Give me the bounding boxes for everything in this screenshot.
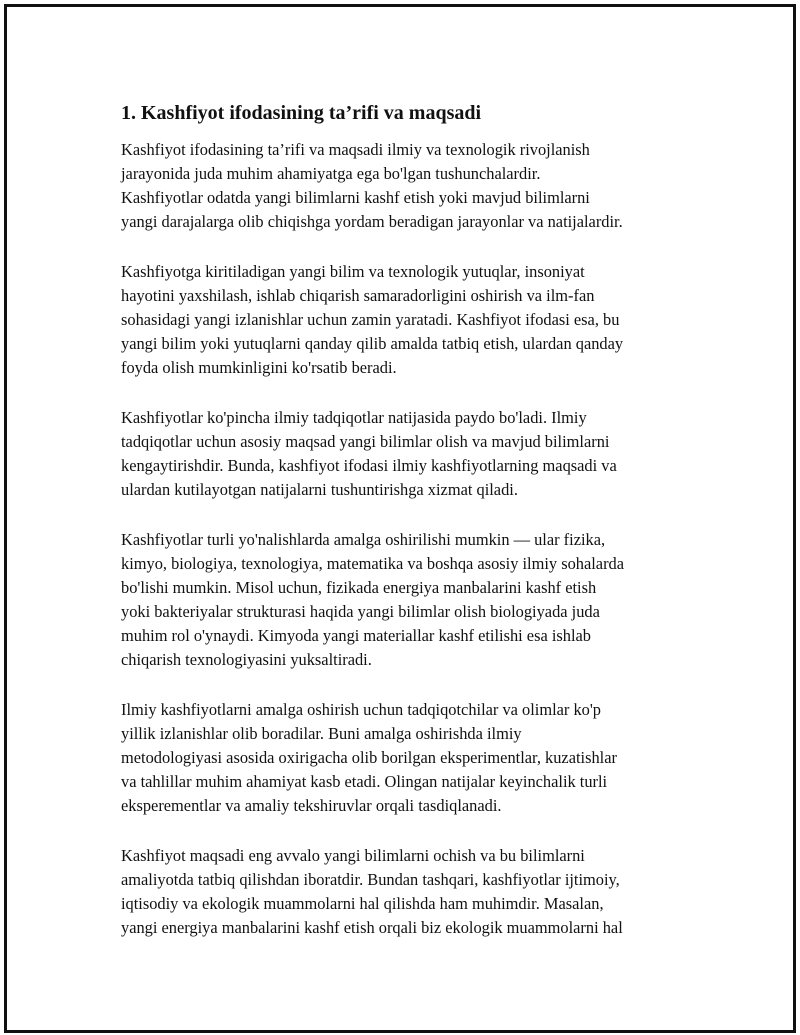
section-heading: 1. Kashfiyot ifodasining ta’rifi va maqsadi — [121, 102, 482, 124]
text-line: yangi energiya manbalarini kashf etish orqali biz ekologik muammolarni hal — [121, 918, 623, 937]
text-line: Kashfiyotlar ko'pincha ilmiy tadqiqotlar natijasida paydo bo'ladi. Ilmiy — [121, 408, 587, 427]
text-line: kengaytirishdir. Bunda, kashfiyot ifodasi ilmiy kashfiyotlarning maqsadi va — [121, 456, 617, 475]
text-line: Kashfiyot ifodasining ta’rifi va maqsadi ilmiy va texnologik rivojlanish — [121, 140, 590, 159]
document-body — [121, 99, 701, 966]
text-line: metodologiyasi asosida oxirigacha olib borilgan eksperimentlar, kuzatishlar — [121, 748, 617, 767]
text-line: hayotini yaxshilash, ishlab chiqarish samaradorligini oshirish va ilm-fan — [121, 286, 595, 305]
text-line: Kashfiyotlar odatda yangi bilimlarni kashf etish yoki mavjud bilimlarni — [121, 188, 590, 207]
text-line: sohasidagi yangi izlanishlar uchun zamin yaratadi. Kashfiyot ifodasi esa, bu — [121, 310, 620, 329]
text-line: jarayonida juda muhim ahamiyatga ega bo'lgan tushunchalardir. — [121, 164, 541, 183]
text-line: kimyo, biologiya, texnologiya, matematika va boshqa asosiy ilmiy sohalarda — [121, 554, 625, 573]
paragraph — [121, 528, 701, 672]
paragraph — [121, 260, 701, 380]
text-line: chiqarish texnologiyasini yuksaltiradi. — [121, 650, 372, 669]
text-line: va tahlillar muhim ahamiyat kasb etadi. Olingan natijalar keyinchalik turli — [121, 772, 608, 791]
text-line: muhim rol o'ynaydi. Kimyoda yangi materiallar kashf etilishi esa ishlab — [121, 626, 591, 645]
text-line: yoki bakteriyalar strukturasi haqida yangi bilimlar olish biologiyada juda — [121, 602, 600, 621]
paragraph — [121, 698, 701, 818]
text-line: Kashfiyotlar turli yo'nalishlarda amalga oshirilishi mumkin — ular fizika, — [121, 530, 606, 549]
text-line: iqtisodiy va ekologik muammolarni hal qilishda ham muhimdir. Masalan, — [121, 894, 604, 913]
text-line: yillik izlanishlar olib boradilar. Buni amalga oshirishda ilmiy — [121, 724, 522, 743]
text-line: yangi bilim yoki yutuqlarni qanday qilib amalda tatbiq etish, ulardan qanday — [121, 334, 624, 353]
text-line: ulardan kutilayotgan natijalarni tushuntirishga xizmat qiladi. — [121, 480, 518, 499]
text-line: eksperementlar va amaliy tekshiruvlar orqali tasdiqlanadi. — [121, 796, 502, 815]
text-line: tadqiqotlar uchun asosiy maqsad yangi bilimlar olish va mavjud bilimlarni — [121, 432, 610, 451]
paragraph — [121, 138, 701, 234]
text-line: Kashfiyot maqsadi eng avvalo yangi bilimlarni ochish va bu bilimlarni — [121, 846, 585, 865]
text-line: yangi darajalarga olib chiqishga yordam beradigan jarayonlar va natijalardir. — [121, 212, 623, 231]
page-frame — [4, 4, 796, 1033]
text-line: Ilmiy kashfiyotlarni amalga oshirish uchun tadqiqotchilar va olimlar ko'p — [121, 700, 601, 719]
text-line: bo'lishi mumkin. Misol uchun, fizikada energiya manbalarini kashf etish — [121, 578, 597, 597]
text-line: Kashfiyotga kiritiladigan yangi bilim va texnologik yutuqlar, insoniyat — [121, 262, 585, 281]
text-line: foyda olish mumkinligini ko'rsatib beradi. — [121, 358, 397, 377]
paragraph — [121, 406, 701, 502]
text-line: amaliyotda tatbiq qilishdan iboratdir. Bundan tashqari, kashfiyotlar ijtimoiy, — [121, 870, 620, 889]
paragraph — [121, 844, 701, 940]
